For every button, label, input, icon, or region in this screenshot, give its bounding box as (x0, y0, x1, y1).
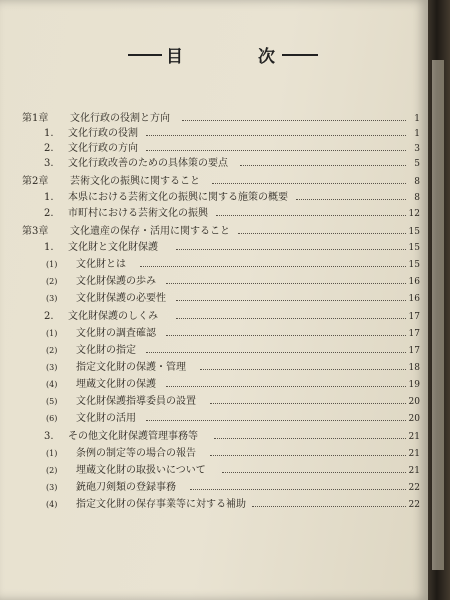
entry-title: 文化財保護の歩み (76, 276, 156, 287)
adjacent-page-edge (432, 60, 444, 570)
entry-page: 8 (414, 193, 420, 203)
entry-number: (1) (46, 260, 58, 269)
entry-page: 19 (408, 380, 420, 390)
entry-title: 文化行政の方向 (68, 143, 138, 154)
leader-dots (210, 455, 406, 456)
toc-subsection (0, 344, 428, 358)
entry-title: 埋蔵文化財の取扱いについて (76, 465, 206, 476)
toc-section (0, 310, 428, 324)
leader-dots (252, 506, 406, 507)
toc-subsection (0, 292, 428, 306)
entry-page: 20 (408, 414, 420, 424)
leader-dots (238, 233, 406, 234)
entry-number: 第1章 (22, 113, 49, 124)
entry-number: 1. (44, 242, 54, 253)
leader-dots (222, 472, 406, 473)
toc-section (0, 157, 428, 171)
leader-dots (146, 135, 406, 136)
leader-dots (166, 283, 406, 284)
entry-title: 文化財の指定 (76, 345, 136, 356)
entry-number: 1. (44, 128, 54, 139)
leader-dots (296, 199, 406, 200)
toc-section (0, 241, 428, 255)
entry-title: 埋蔵文化財の保護 (76, 379, 156, 390)
toc-subsection (0, 395, 428, 409)
toc-section (0, 191, 428, 205)
toc-subsection (0, 447, 428, 461)
entry-page: 15 (408, 260, 420, 270)
entry-title: 文化財保護のしくみ (68, 311, 158, 322)
entry-page: 18 (408, 363, 420, 373)
entry-title: 銃砲刀剣類の登録事務 (76, 482, 176, 493)
entry-title: 文化財とは (76, 259, 126, 270)
heading-char-1: 目 (166, 47, 183, 67)
entry-title: 本県における芸術文化の振興に関する施策の概要 (68, 192, 288, 203)
entry-number: (2) (46, 466, 58, 475)
toc-subsection (0, 275, 428, 289)
entry-page: 3 (414, 144, 420, 154)
entry-number: 3. (44, 431, 54, 442)
entry-number: 2. (44, 143, 54, 154)
entry-number: (4) (46, 500, 58, 509)
leader-dots (166, 386, 406, 387)
entry-number: 3. (44, 158, 54, 169)
entry-title: 市町村における芸術文化の振興 (68, 208, 208, 219)
entry-page: 20 (408, 397, 420, 407)
toc-chapter (0, 175, 428, 189)
toc-subsection (0, 378, 428, 392)
entry-title: 条例の制定等の場合の報告 (76, 448, 196, 459)
leader-dots (182, 120, 406, 121)
entry-number: (1) (46, 449, 58, 458)
leader-dots (214, 438, 406, 439)
leader-dots (176, 249, 406, 250)
entry-title: 文化行政の役割と方向 (70, 113, 170, 124)
entry-number: (1) (46, 329, 58, 338)
toc-subsection (0, 464, 428, 478)
leader-dots (240, 165, 406, 166)
toc-subsection (0, 498, 428, 512)
toc-chapter (0, 225, 428, 239)
leader-dots (176, 318, 406, 319)
entry-title: 指定文化財の保護・管理 (76, 362, 186, 373)
entry-number: 第3章 (22, 226, 49, 237)
entry-page: 21 (408, 432, 420, 442)
entry-title: 文化行政の役割 (68, 128, 138, 139)
entry-number: (3) (46, 294, 58, 303)
entry-number: (6) (46, 414, 58, 423)
entry-page: 16 (408, 294, 420, 304)
entry-page: 17 (408, 312, 420, 322)
leader-dots (216, 215, 406, 216)
toc-section (0, 127, 428, 141)
entry-page: 17 (408, 346, 420, 356)
leader-dots (190, 489, 406, 490)
entry-title: 指定文化財の保存事業等に対する補助 (76, 499, 246, 510)
entry-page: 8 (414, 177, 420, 187)
toc-subsection (0, 361, 428, 375)
entry-number: 2. (44, 311, 54, 322)
entry-number: 2. (44, 208, 54, 219)
entry-page: 21 (408, 466, 420, 476)
entry-title: 芸術文化の振興に関すること (70, 176, 200, 187)
entry-title: 文化財保護の必要性 (76, 293, 166, 304)
toc-subsection (0, 258, 428, 272)
entry-title: 文化財保護指導委員の設置 (76, 396, 196, 407)
leader-dots (140, 266, 406, 267)
entry-page: 22 (408, 500, 420, 510)
entry-number: (2) (46, 277, 58, 286)
entry-number: (5) (46, 397, 58, 406)
toc-chapter (0, 112, 428, 126)
entry-number: (3) (46, 363, 58, 372)
leader-dots (212, 183, 406, 184)
leader-dots (166, 335, 406, 336)
entry-page: 22 (408, 483, 420, 493)
entry-title: 文化財の活用 (76, 413, 136, 424)
entry-page: 15 (408, 243, 420, 253)
entry-page: 17 (408, 329, 420, 339)
entry-number: 1. (44, 192, 54, 203)
entry-number: 第2章 (22, 176, 49, 187)
toc-subsection (0, 327, 428, 341)
leader-dots (146, 352, 406, 353)
entry-title: 文化遺産の保存・活用に関すること (70, 226, 230, 237)
entry-number: (2) (46, 346, 58, 355)
toc-section (0, 207, 428, 221)
heading-char-2: 次 (258, 47, 275, 67)
entry-title: 文化財の調査確認 (76, 328, 156, 339)
entry-page: 15 (408, 227, 420, 237)
toc-section (0, 142, 428, 156)
entry-number: (4) (46, 380, 58, 389)
toc-section (0, 430, 428, 444)
leader-dots (200, 369, 406, 370)
entry-page: 1 (414, 114, 420, 124)
leader-dots (176, 300, 406, 301)
entry-title: その他文化財保護管理事務等 (68, 431, 198, 442)
entry-page: 5 (414, 159, 420, 169)
leader-dots (210, 403, 406, 404)
leader-dots (146, 150, 406, 151)
toc-subsection (0, 481, 428, 495)
entry-title: 文化財と文化財保護 (68, 242, 158, 253)
entry-page: 16 (408, 277, 420, 287)
toc-subsection (0, 412, 428, 426)
entry-page: 1 (414, 129, 420, 139)
entry-title: 文化行政改善のための具体策の要点 (68, 158, 228, 169)
entry-number: (3) (46, 483, 58, 492)
entry-page: 21 (408, 449, 420, 459)
leader-dots (146, 420, 406, 421)
entry-page: 12 (408, 209, 420, 219)
